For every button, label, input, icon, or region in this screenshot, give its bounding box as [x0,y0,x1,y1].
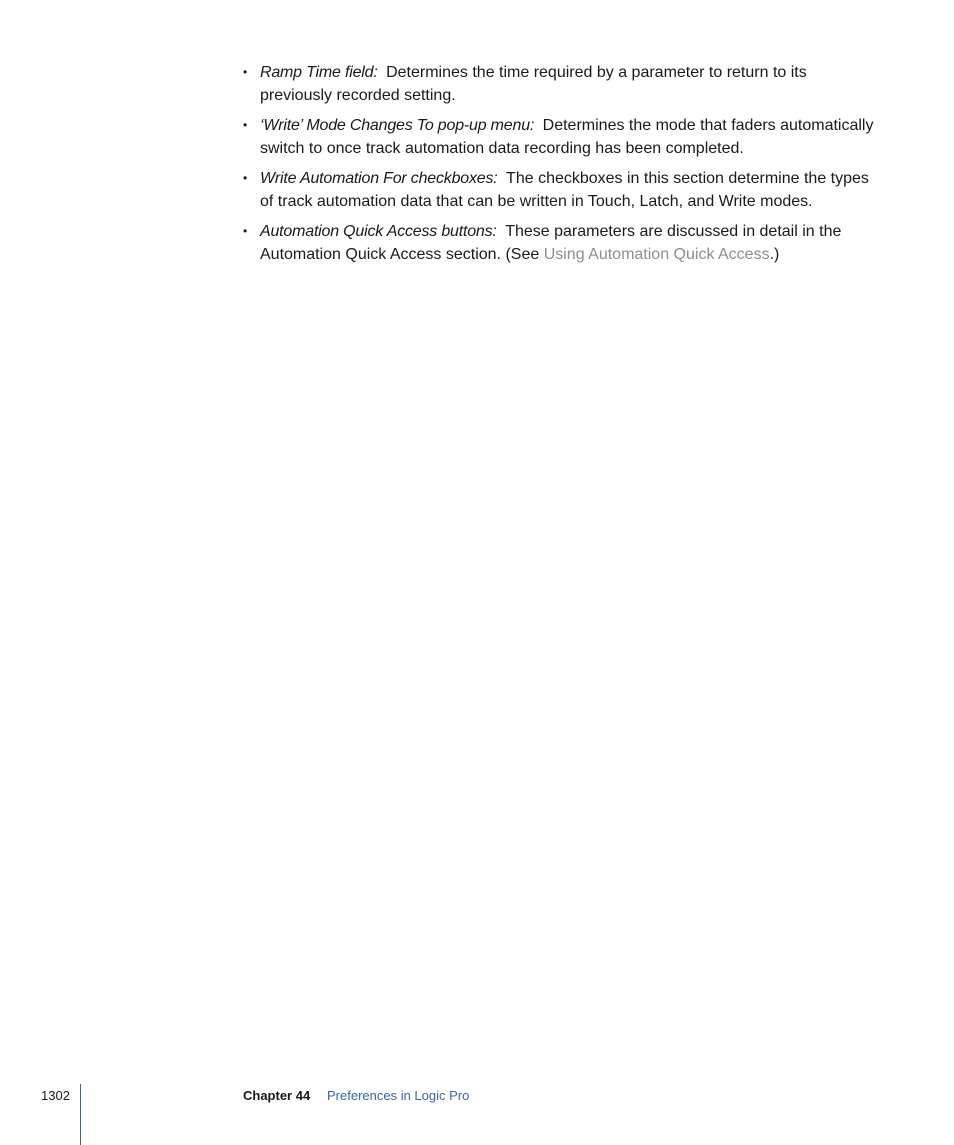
main-content [243,61,883,273]
term-write-automation: Write Automation For checkboxes: [260,170,498,187]
bullet-icon: • [243,171,248,185]
bullet-icon: • [243,224,248,238]
term-write-mode: ‘Write’ Mode Changes To pop-up menu: [260,117,535,134]
page-number: 1302 [41,1088,70,1103]
description-quick-access: These parameters are discussed in detail in the Automation Quick Access section. (See [260,223,842,263]
description-write-automation: The checkboxes in this section determine the types of track automation data that can be written in Touch, Latch, and Write modes. [260,170,869,210]
link-using-automation-quick-access[interactable]: Using Automation Quick Access [543,246,770,263]
list-item-write-mode [243,114,883,160]
term-quick-access: Automation Quick Access buttons: [260,223,497,240]
term-ramp-time: Ramp Time field: [260,64,378,81]
description-ramp-time: Determines the time required by a parameter to return to its previously recorded setting. [260,64,807,104]
description-quick-access-end: .) [769,246,780,263]
description-write-mode: Determines the mode that faders automatically switch to once track automation data recording has been completed. [260,117,874,157]
list-item-quick-access [243,220,883,266]
chapter-title-link[interactable]: Preferences in Logic Pro [327,1088,470,1103]
list-item-write-automation [243,167,883,213]
bullet-icon: • [243,65,248,79]
bullet-icon: • [243,118,248,132]
parameter-list [243,61,883,266]
footer-divider [80,1084,81,1145]
chapter-label: Chapter 44 [243,1088,311,1103]
list-item-ramp-time [243,61,883,107]
page-footer [0,1084,954,1145]
